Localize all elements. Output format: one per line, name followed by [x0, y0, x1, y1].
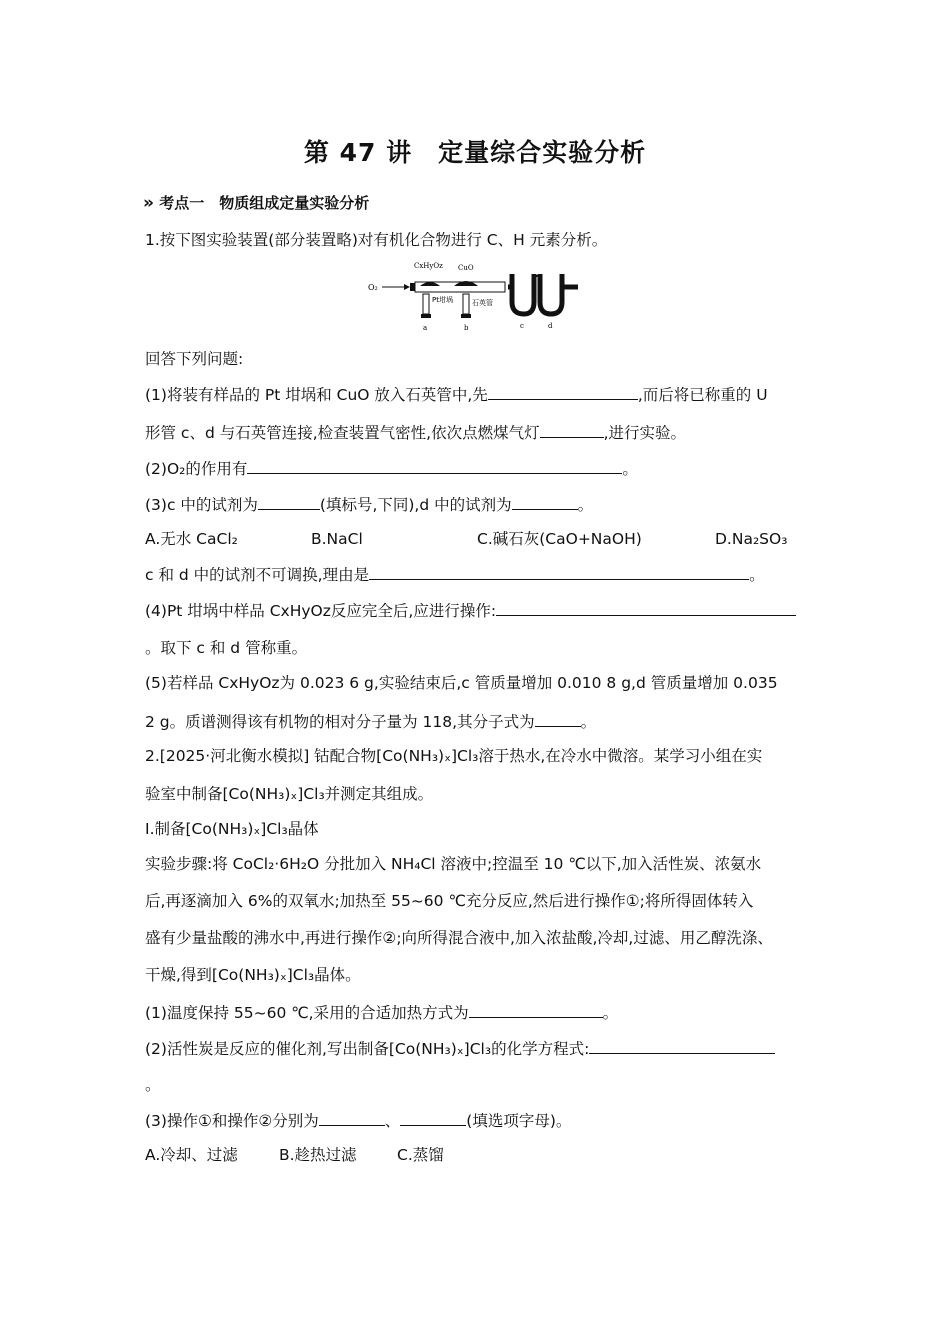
q2-stem-line1: 2.[2025·河北衡水模拟] 钴配合物[Co(NH₃)ₓ]Cl₃溶于热水,在冷水中微溶。某学习小组在实 — [145, 747, 763, 765]
answer-blank[interactable] — [540, 422, 604, 438]
diagram-label-b: b — [464, 324, 469, 332]
diagram-label-pt: Pt坩埚 — [432, 296, 453, 304]
diagram-label-c: c — [520, 322, 524, 330]
diagram-label-sample: CxHyOz — [414, 262, 443, 270]
q2-steps-line4: 干燥,得到[Co(NH₃)ₓ]Cl₃晶体。 — [145, 966, 361, 984]
q1-part5-line2: 2 g。质谱测得该有机物的相对分子量为 118,其分子式为 。 — [145, 713, 597, 731]
q2-part1: (1)温度保持 55~60 ℃,采用的合适加热方式为 。 — [145, 1004, 619, 1022]
q2-stem-line2: 验室中制备[Co(NH₃)ₓ]Cl₃并测定其组成。 — [145, 785, 434, 803]
option-c: C.碱石灰(CaO+NaOH) — [477, 530, 642, 548]
answer-blank[interactable] — [512, 494, 578, 510]
q2-part2b: 。 — [145, 1076, 161, 1094]
q2-steps-line2: 后,再逐滴加入 6%的双氧水;加热至 55~60 ℃充分反应,然后进行操作①;将所得固体转入 — [145, 892, 754, 910]
diagram-label-d: d — [548, 322, 553, 330]
q1-options — [145, 529, 787, 549]
q1-intro: 回答下列问题: — [145, 350, 244, 368]
q1-part2: (2)O₂的作用有 。 — [145, 460, 638, 478]
section-marker-icon: » — [143, 193, 154, 213]
option-b: B.NaCl — [311, 530, 363, 548]
option-d: D.Na₂SO₃ — [715, 530, 788, 548]
section-label: 考点一 物质组成定量实验分析 — [159, 194, 370, 212]
answer-blank[interactable] — [496, 600, 796, 616]
answer-blank[interactable] — [469, 1002, 603, 1018]
q2-steps-line3: 盛有少量盐酸的沸水中,再进行操作②;向所得混合液中,加入浓盐酸,冷却,过滤、用乙醇洗涤、 — [145, 929, 773, 947]
apparatus-diagram — [368, 258, 580, 334]
answer-blank[interactable] — [400, 1110, 466, 1126]
q2-part2: (2)活性炭是反应的催化剂,写出制备[Co(NH₃)ₓ]Cl₃的化学方程式: — [145, 1038, 775, 1059]
section-heading — [143, 192, 369, 213]
answer-blank[interactable] — [535, 711, 581, 727]
answer-blank[interactable] — [589, 1038, 775, 1054]
q1-part4b: 。取下 c 和 d 管称重。 — [145, 639, 308, 657]
q2-options — [145, 1145, 444, 1165]
q1-part1-line2: 形管 c、d 与石英管连接,检查装置气密性,依次点燃煤气灯 ,进行实验。 — [145, 424, 687, 442]
q1-part4: (4)Pt 坩埚中样品 CxHyOz反应完全后,应进行操作: — [145, 600, 796, 621]
diagram-label-cuo: CuO — [458, 264, 474, 272]
diagram-label-a: a — [423, 324, 428, 332]
answer-blank[interactable] — [369, 564, 749, 580]
option-b: B.趁热过滤 — [279, 1146, 357, 1164]
q2-steps-line1: 实验步骤:将 CoCl₂·6H₂O 分批加入 NH₄Cl 溶液中;控温至 10 ℃以下,加入活性炭、浓氨水 — [145, 855, 762, 873]
q1-stem: 1.按下图实验装置(部分装置略)对有机化合物进行 C、H 元素分析。 — [145, 231, 608, 249]
q2-part3: (3)操作①和操作②分别为 、 (填选项字母)。 — [145, 1112, 572, 1130]
q2-part1-heading: Ⅰ.制备[Co(NH₃)ₓ]Cl₃晶体 — [145, 820, 319, 838]
diagram-label-quartz: 石英管 — [472, 299, 493, 307]
option-c: C.蒸馏 — [397, 1146, 444, 1164]
page-title: 第 47 讲 定量综合实验分析 — [303, 138, 647, 167]
answer-blank[interactable] — [258, 494, 320, 510]
q1-part5-line1: (5)若样品 CxHyOz为 0.023 6 g,实验结束后,c 管质量增加 0.010 8 g,d 管质量增加 0.035 — [145, 674, 778, 692]
q1-part3b: c 和 d 中的试剂不可调换,理由是 。 — [145, 566, 765, 584]
answer-blank[interactable] — [247, 458, 622, 474]
diagram-label-o2: O₂ — [368, 283, 378, 292]
option-a: A.无水 CaCl₂ — [145, 530, 238, 548]
answer-blank[interactable] — [319, 1110, 385, 1126]
q1-part3: (3)c 中的试剂为 (填标号,下同),d 中的试剂为 。 — [145, 496, 594, 514]
option-a: A.冷却、过滤 — [145, 1146, 238, 1164]
answer-blank[interactable] — [488, 384, 638, 400]
q1-part1-line1: (1)将装有样品的 Pt 坩埚和 CuO 放入石英管中,先 ,而后将已称重的 U — [145, 386, 768, 404]
